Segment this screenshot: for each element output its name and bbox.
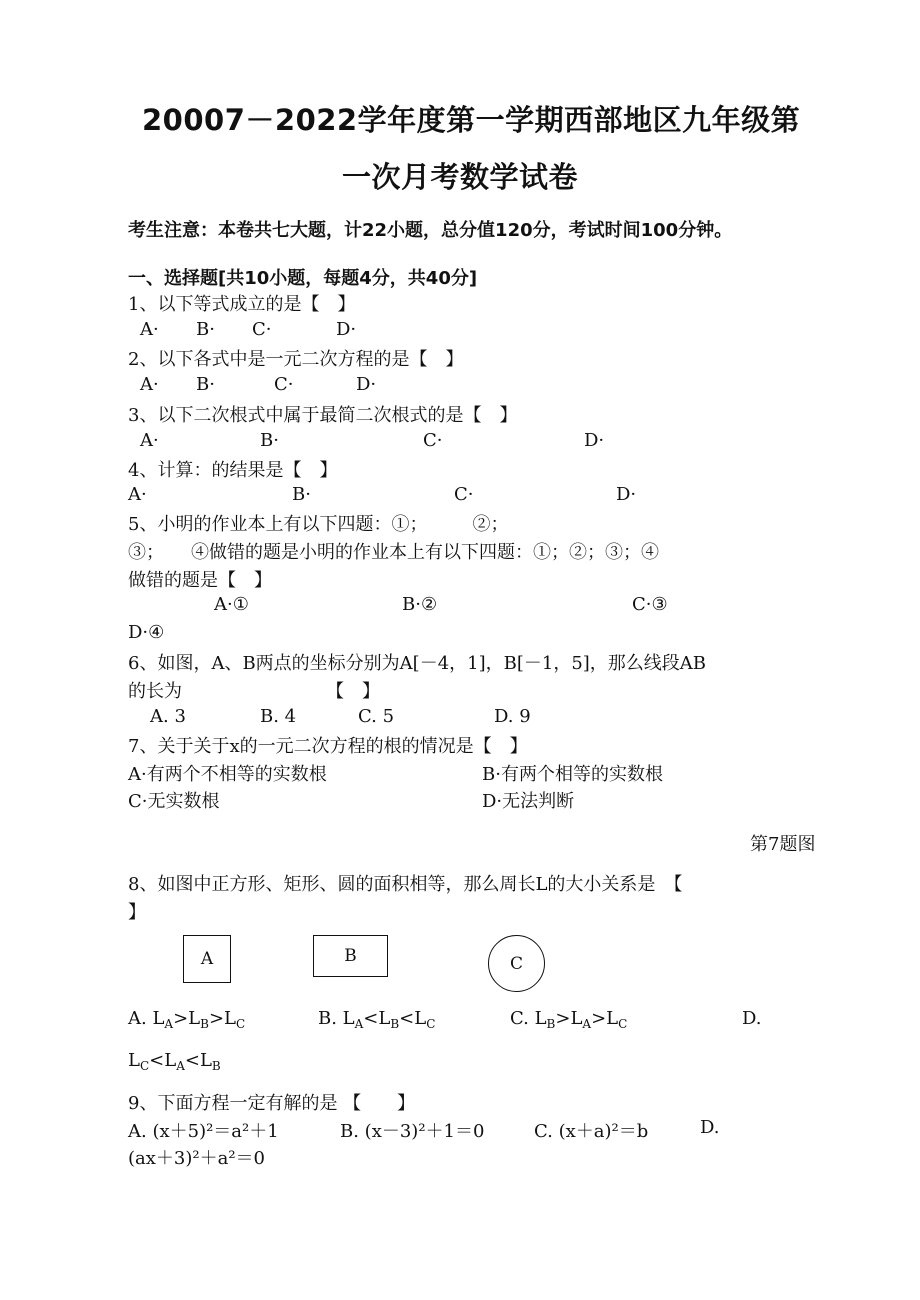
q4-option-c: C·	[454, 484, 474, 505]
q7-option-a: A·有两个不相等的实数根	[128, 764, 327, 785]
q2-option-c: C·	[274, 374, 294, 395]
section-1-heading: 一、选择题[共10小题，每题4分，共40分]	[128, 268, 478, 289]
q9-option-c: C. (x＋a)²＝b	[534, 1121, 649, 1142]
q9-option-d: (ax＋3)²＋a²＝0	[128, 1148, 265, 1169]
q8-option-c: C. $L_B>L_A>L_C$	[510, 1008, 628, 1031]
circle-label: C	[509, 953, 523, 974]
exam-notice: 考生注意：本卷共七大题，计22小题，总分值120分，考试时间100分钟。	[128, 220, 733, 241]
q6-option-c: C. 5	[358, 706, 395, 727]
q3-option-d: D·	[584, 430, 605, 451]
q7-option-c: C·无实数根	[128, 791, 220, 812]
q5-option-b: B·②	[402, 594, 438, 615]
q6-bracket: 【 】	[326, 681, 380, 702]
q2-option-a: A·	[140, 374, 159, 395]
q5-line-2: ③； ④做错的题是小明的作业本上有以下四题：①；②；③；④	[128, 542, 659, 563]
q4-option-b: B·	[292, 484, 311, 505]
q1-option-c: C·	[252, 319, 272, 340]
q6-option-b: B. 4	[260, 706, 297, 727]
q2-option-d: D·	[356, 374, 377, 395]
q2-stem: 2、以下各式中是一元二次方程的是【 】	[128, 349, 464, 370]
q1-option-d: D·	[336, 319, 357, 340]
q2-option-b: B·	[196, 374, 215, 395]
q9-option-d-label: D.	[700, 1117, 720, 1138]
q9-stem: 9、下面方程一定有解的是 【 】	[128, 1093, 416, 1114]
q8-option-d-label: D.	[742, 1008, 762, 1029]
q9-option-a: A. (x＋5)²＝a²＋1	[128, 1121, 279, 1142]
q7-figure-caption: 第7题图	[750, 834, 816, 855]
q3-option-a: A·	[140, 430, 159, 451]
q5-option-d: D·④	[128, 622, 165, 643]
q5-line-3: 做错的题是【 】	[128, 570, 272, 591]
q6-line-1: 6、如图，A、B两点的坐标分别为A[－4，1]，B[－1，5]，那么线段AB	[128, 653, 707, 674]
rectangle-shape-b	[313, 935, 388, 977]
circle-shape-c	[488, 935, 545, 992]
q8-line-2: 】	[128, 902, 146, 923]
square-shape-a	[183, 935, 231, 983]
title-line-1: 20007－2022学年度第一学期西部地区九年级第	[142, 103, 801, 137]
q7-option-d: D·无法判断	[482, 791, 575, 812]
q6-line-2: 的长为	[128, 681, 182, 702]
q6-option-a: A. 3	[150, 706, 186, 727]
q3-option-b: B·	[260, 430, 279, 451]
q5-option-c: C·③	[632, 594, 668, 615]
q1-stem: 1、以下等式成立的是【 】	[128, 294, 356, 315]
q8-option-a: A. $L_A>L_B>L_C$	[128, 1008, 246, 1031]
q7-option-b: B·有两个相等的实数根	[482, 764, 663, 785]
rectangle-label: B	[344, 946, 357, 966]
q3-option-c: C·	[423, 430, 443, 451]
square-label: A	[200, 949, 214, 969]
q1-option-a: A·	[140, 319, 159, 340]
q5-option-a: A·①	[214, 594, 249, 615]
q4-stem: 4、计算：的结果是【 】	[128, 460, 338, 481]
q4-option-a: A·	[128, 484, 147, 505]
q3-stem: 3、以下二次根式中属于最简二次根式的是【 】	[128, 405, 518, 426]
q1-option-b: B·	[196, 319, 215, 340]
q8-option-d: $L_C<L_A<L_B$	[128, 1050, 221, 1073]
q4-option-d: D·	[616, 484, 637, 505]
q6-option-d: D. 9	[494, 706, 531, 727]
q8-line-1: 8、如图中正方形、矩形、圆的面积相等，那么周长L的大小关系是 【	[128, 874, 683, 895]
title-line-2: 一次月考数学试卷	[342, 160, 579, 194]
q8-option-b: B. $L_A<L_B<L_C$	[318, 1008, 436, 1031]
q9-option-b: B. (x－3)²＋1＝0	[340, 1121, 485, 1142]
q7-stem: 7、关于关于x的一元二次方程的根的情况是【 】	[128, 736, 528, 757]
q5-line-1: 5、小明的作业本上有以下四题：①； ②；	[128, 514, 509, 535]
